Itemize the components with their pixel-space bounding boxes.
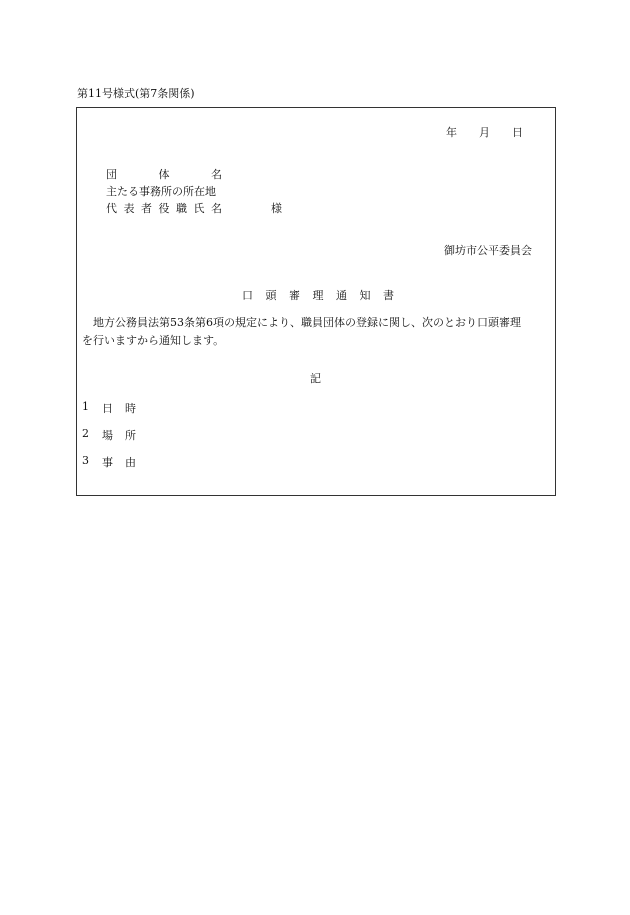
date-year-label: 年 [446,126,457,139]
item-number: 2 [82,427,89,440]
org-name-char: 体 [158,168,170,181]
item-label-char: 事 [102,456,113,469]
list-item [82,400,136,427]
list-item [82,427,136,454]
list-item [82,454,136,481]
representative-row [106,200,282,217]
item-label-char: 所 [125,429,136,442]
representative-label [106,200,222,217]
item-label-char: 場 [102,429,113,442]
honorific-sama: 様 [271,202,282,215]
document-title-char: 書 [383,289,394,302]
representative-char: 名 [211,202,222,215]
item-label [102,427,136,443]
item-label-char: 時 [125,402,136,415]
date-month-label: 月 [479,126,490,139]
org-name-label [106,166,222,183]
document-title [242,287,394,303]
office-location-label: 主たる事務所の所在地 [106,185,216,198]
org-name-char: 名 [211,168,222,181]
item-label [102,454,136,470]
item-label-char: 日 [102,402,113,415]
document-title-char: 審 [289,289,300,302]
representative-char: 代 [106,202,117,215]
document-title-char: 理 [312,289,324,302]
office-location-row [106,183,222,200]
ki-heading: 記 [310,372,321,385]
date-line [446,124,523,140]
org-name-char: 団 [106,168,117,181]
form-number-title: 第11号様式(第7条関係) [77,87,195,100]
item-number: 1 [82,400,89,413]
date-day-label: 日 [512,126,523,139]
addressee-block [106,166,282,217]
sender-name: 御坊市公平委員会 [444,244,532,257]
body-line-1-text: 地方公務員法第53条第6項の規定により、職員団体の登録に関し、次のとおり口頭審理 [93,316,521,329]
items-list [82,400,136,481]
representative-char: 者 [141,202,152,215]
document-title-char: 知 [359,289,371,302]
representative-char: 役 [158,202,170,215]
representative-char: 職 [176,202,187,215]
body-paragraph [82,314,552,350]
document-title-char: 通 [336,289,347,302]
document-title-char: 頭 [265,289,277,302]
document-title-char: 口 [242,289,253,302]
representative-char: 表 [123,202,135,215]
body-line-2: を行いますから通知します。 [82,334,225,347]
body-line-1 [82,314,552,332]
item-label [102,400,136,416]
representative-char: 氏 [193,202,205,215]
org-name-row [106,166,222,183]
item-label-char: 由 [125,456,136,469]
item-number: 3 [82,454,89,467]
